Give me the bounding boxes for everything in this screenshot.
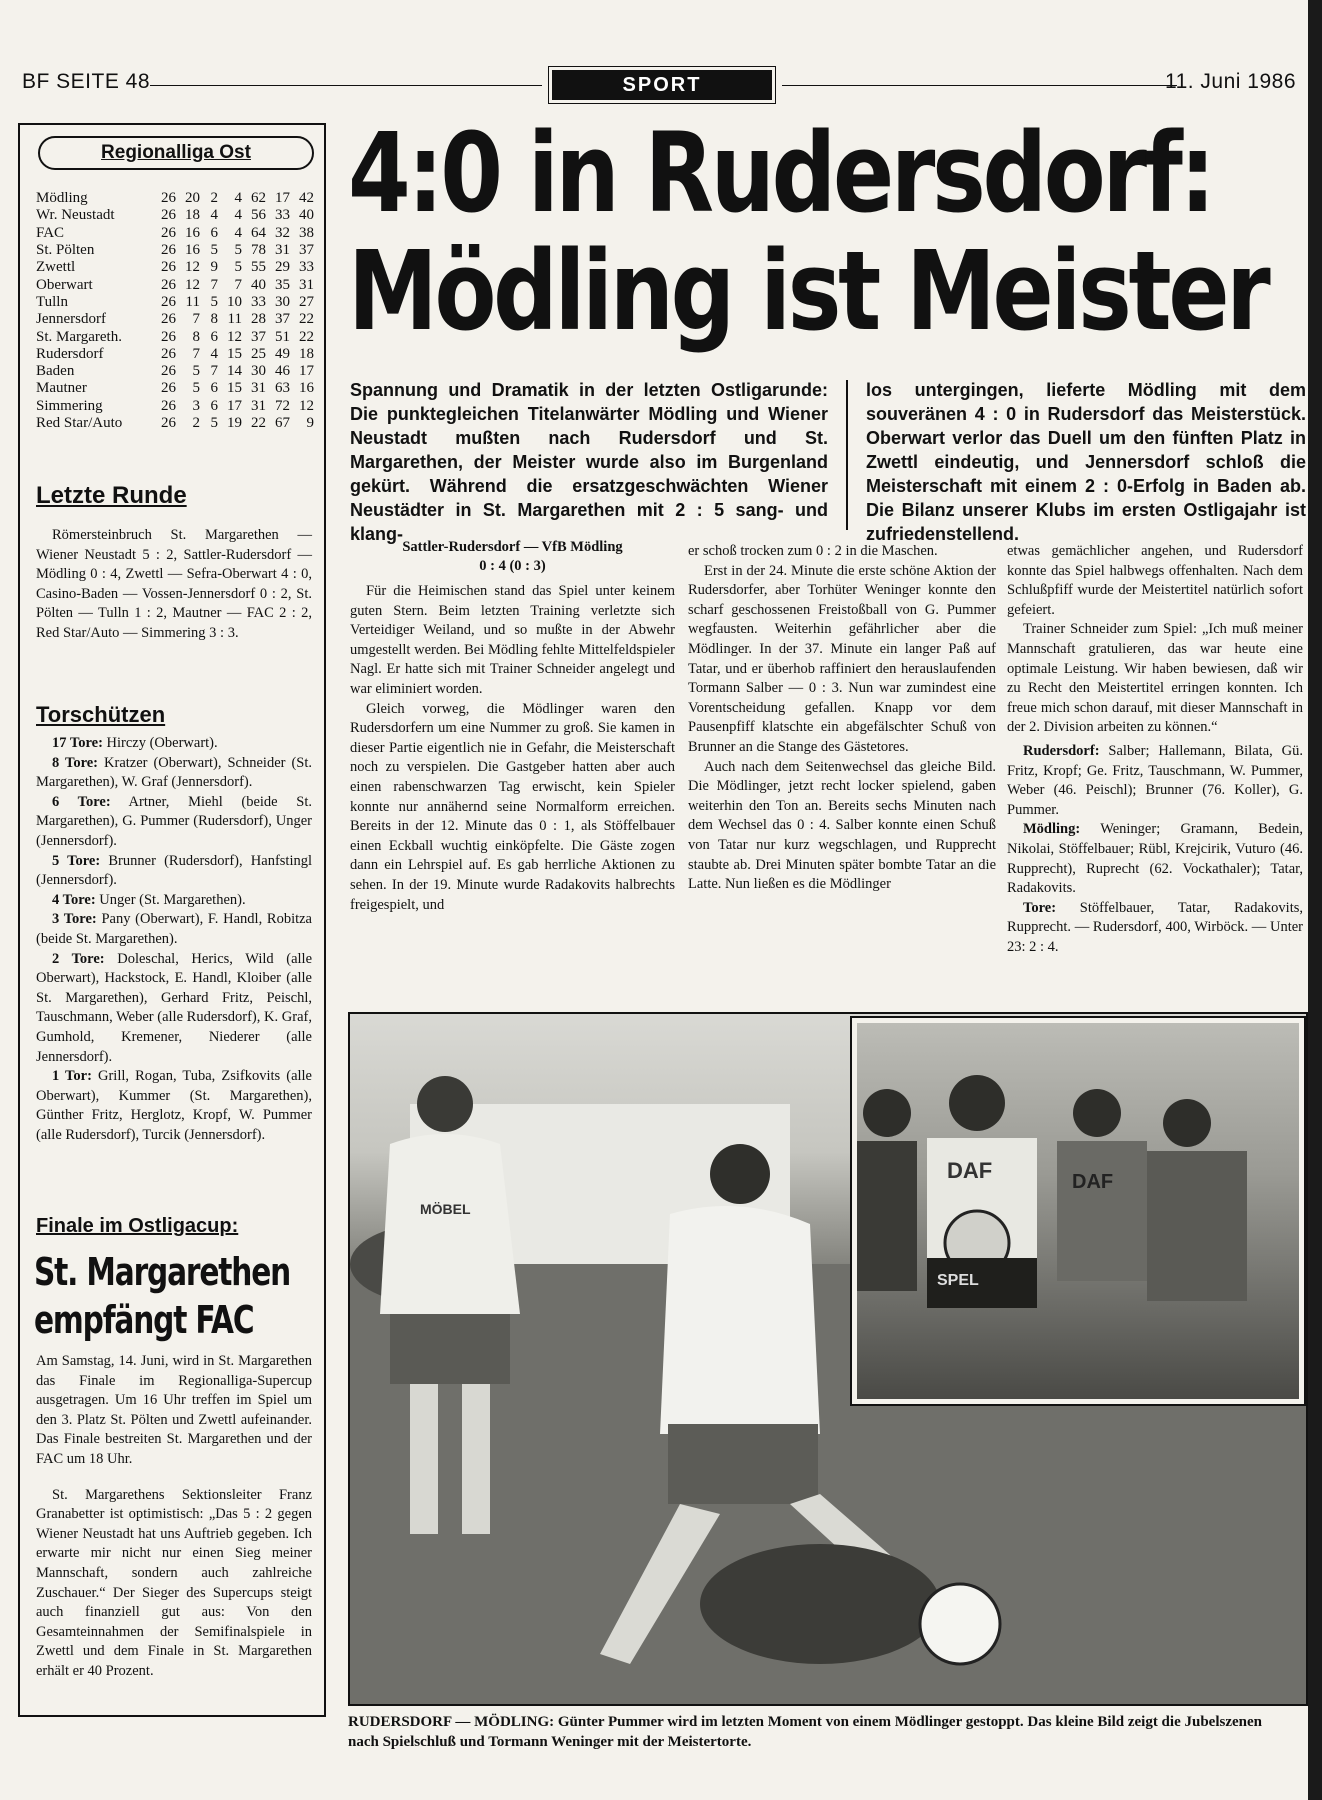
shirt-text-daf-1: DAF (947, 1158, 993, 1183)
section-label: SPORT (552, 70, 772, 100)
standings-cell: 26 (161, 242, 176, 259)
standings-cell: 5 (210, 293, 218, 310)
scorer-names: Doleschal, Herics, Wild (alle Oberwart), Hackstock, E. Handl, Kloiber (alle St. Margarethen), Gerhard Fritz, Peischl, Tauschmann, Weber (alle Rudersdorf), K. Graf, Gumhold, Kremener, Niederer (alle Jennersdorf). (36, 950, 313, 1065)
photo-caption: RUDERSDORF — MÖDLING: Günter Pummer wird im letzten Moment von einem Mödlinger gestoppt. Das kleine Bild zeigt die Jubelszenen nach Spielschluß und Tormann Weninger mit der Meistertorte. (348, 1714, 1262, 1750)
standings-cell: 35 (275, 276, 290, 293)
standings-cell: 15 (227, 345, 242, 362)
standings-cell: 26 (161, 345, 176, 362)
standings-cell: 30 (251, 363, 266, 380)
standings-row (36, 328, 314, 345)
player-head-1 (1073, 1089, 1121, 1137)
standings-cell: 20 (185, 190, 200, 207)
standings-cell: 6 (210, 380, 218, 397)
standings-row (36, 276, 314, 293)
standings-cell: 67 (275, 415, 290, 431)
standings-table (36, 190, 314, 432)
standings-cell: 72 (275, 397, 290, 414)
standings-title: Regionalliga Ost (38, 136, 314, 170)
standings-cell: 6 (210, 397, 218, 414)
standings-row (36, 415, 314, 432)
standings-cell: 42 (299, 190, 314, 207)
standings-cell: 5 (234, 259, 242, 276)
lineup-players: Salber; Hallemann, Bilata, Gü. Fritz, Kropf; Ge. Fritz, Tauschmann, W. Pummer, Weber (46. Peischl); Brunner (76. Koller), G. Pummer. (1007, 742, 1303, 818)
ball-icon (920, 1584, 1000, 1664)
scorer-names: Kratzer (Oberwart), Schneider (St. Margarethen), W. Graf (Jennersdorf). (36, 754, 313, 791)
standings-cell: 40 (299, 207, 314, 224)
standings-cell: 5 (192, 380, 200, 397)
standings-cell: 8 (210, 311, 218, 328)
standings-row (36, 346, 314, 363)
player-main-shirt (660, 1206, 820, 1434)
standings-cell: 30 (275, 293, 290, 310)
standings-cell: 6 (210, 328, 218, 345)
standings-cell: 26 (161, 397, 176, 414)
standings-cell: 4 (234, 190, 242, 207)
team-name: Mautner (36, 380, 87, 397)
standings-cell: 38 (299, 224, 314, 241)
standings-cell: 11 (185, 293, 200, 310)
standings-cell: 46 (275, 363, 290, 380)
scorer-names: Brunner (Rudersdorf), Hanfstingl (Jennersdorf). (36, 852, 312, 889)
cup-kicker: Finale im Ostligacup: (36, 1215, 239, 1237)
player-main-head (710, 1144, 770, 1204)
scorer-goals: 17 Tore: (52, 735, 103, 751)
standings-cell: 14 (227, 363, 242, 380)
scorer-entry (36, 734, 312, 754)
standings-cell: 26 (161, 328, 176, 345)
standings-cell: 17 (227, 397, 242, 414)
scorer-goals: 1 Tor: (52, 1068, 92, 1085)
scorer-entry (36, 793, 312, 852)
standings-cell: 7 (210, 276, 218, 293)
standings-cell: 7 (192, 345, 200, 362)
standings-cell: 26 (161, 190, 176, 207)
player-main-shorts (668, 1424, 818, 1504)
standings-cell: 11 (227, 311, 242, 328)
cup-headline: St. Margarethen empfängt FAC (34, 1250, 291, 1342)
standings-cell: 2 (210, 190, 218, 207)
article-paragraph: er schoß trocken zum 0 : 2 in die Maschen. (688, 543, 938, 559)
lineup-team: Tore: (1023, 899, 1057, 916)
standings-cell: 18 (185, 207, 200, 224)
standings-cell: 37 (251, 328, 266, 345)
standings-cell: 18 (299, 345, 314, 362)
page-edge (1308, 0, 1322, 1800)
scorer-entry (36, 1067, 312, 1145)
fan-head (863, 1089, 911, 1137)
standings-cell: 12 (185, 259, 200, 276)
standings-cell: 8 (192, 328, 200, 345)
article-col-2 (688, 542, 996, 895)
standings-cell: 15 (227, 380, 242, 397)
scorer-entry (36, 852, 312, 891)
lead-right: los untergingen, lieferte Mödling mit dem souveränen 4 : 0 in Rudersdorf das Meisterstück. Oberwart verlor das Duell um den fünften Platz in Zwettl eindeutig, und Jennersdorf schloß die Meisterschaft mit einem 2 : 0-Erfolg in Baden ab. Die Bilanz unserer Klubs im ersten Ostligajahr ist zufriedenstellend. (866, 380, 1306, 544)
player-left-leg-2 (462, 1384, 490, 1534)
standings-cell: 31 (275, 242, 290, 259)
standings-cell: 26 (161, 207, 176, 224)
lineup-entry (1007, 742, 1303, 820)
standings-cell: 78 (251, 242, 266, 259)
team-name: FAC (36, 224, 65, 241)
lineup-players: Weninger; Gramann, Bedein, Nikolai, Stöffelbauer; Rübl, Krejcirik, Vuturo (46. Rupprecht), Ruprecht (62. Vockathaler); Tatar, Radakovits. (1007, 821, 1303, 897)
standings-cell: 40 (251, 276, 266, 293)
player-left-head (417, 1076, 473, 1132)
standings-row (36, 242, 314, 259)
player-shirt-2 (1147, 1151, 1247, 1301)
scorers-list (36, 734, 312, 1145)
standings-cell: 9 (210, 259, 218, 276)
scorer-names: Grill, Rogan, Tuba, Zsifkovits (alle Oberwart), Kummer (St. Margarethen), Günther Fritz, Herglotz, Kropf, W. Pummer (alle Rudersdorf), Turcik (Jennersdorf). (36, 1068, 312, 1143)
scorer-goals: 3 Tore: (52, 911, 97, 928)
standings-row (36, 259, 314, 276)
team-name: Red Star/Auto (36, 415, 123, 431)
standings-row (36, 294, 314, 311)
standings-cell: 37 (299, 242, 314, 259)
standings-cell: 5 (210, 415, 218, 431)
player-left-leg-1 (410, 1384, 438, 1534)
standings-cell: 33 (251, 293, 266, 310)
standings-cell: 49 (275, 345, 290, 362)
team-name: Jennersdorf (36, 311, 106, 328)
standings-cell: 4 (210, 345, 218, 362)
standings-cell: 28 (251, 311, 266, 328)
article-paragraph: etwas gemächlicher angehen, und Rudersdorf konnte das Spiel halbwegs offenhalten. Nach dem Schlußpfiff wurde der Meistertitel natürlich sofort gefeiert. (1007, 543, 1303, 618)
scorer-entry (36, 754, 312, 793)
scorer-names: Artner, Miehl (beide St. Margarethen), G. Pummer (Rudersdorf), Unger (Jennersdorf). (36, 793, 312, 849)
standings-cell: 6 (210, 224, 218, 241)
standings-cell: 29 (275, 259, 290, 276)
last-round-text: Römersteinbruch St. Margarethen — Wiener Neustadt 5 : 2, Sattler-Rudersdorf — Mödling 0 : 4, Zwettl — Sefra-Oberwart 4 : 0, Casino-Baden — Vossen-Jennersdorf 0 : 2, St. Pölten — Tulln 1 : 2, Mautner — FAC 2 : 2, Red Star/Auto — Simmering 3 : 3. (36, 527, 312, 641)
article-paragraph: Auch nach dem Seitenwechsel das gleiche Bild. Die Mödlinger, jetzt recht locker spielend, gaben weiterhin den Ton an. Bereits sechs Minuten nach dem Wechsel das 0 : 4. Salber konnte einen Schuß von Tatar nur kurz wegschlagen, und Rupprecht staubte ab. Drei Minuten später bombte Tatar an die Latte. Nun ließen es die Mödlinger (688, 758, 996, 893)
standings-cell: 10 (227, 293, 242, 310)
standings-cell: 7 (234, 276, 242, 293)
shirt-text-main: MÖBEL (420, 1201, 471, 1217)
standings-cell: 7 (192, 311, 200, 328)
standings-cell: 5 (234, 242, 242, 259)
goalkeeper-head (949, 1075, 1005, 1131)
scorer-entry (36, 910, 312, 949)
team-name: Baden (36, 363, 75, 380)
standings-row (36, 311, 314, 328)
team-name: Wr. Neustadt (36, 207, 115, 224)
lineup-players: Stöffelbauer, Tatar, Radakovits, Rupprecht. — Rudersdorf, 400, Wirböck. — Unter 23: 2 : 4. (1007, 899, 1303, 955)
standings-row (36, 190, 314, 207)
standings-cell: 22 (251, 415, 266, 431)
standings-cell: 63 (275, 380, 290, 397)
cup-text: Am Samstag, 14. Juni, wird in St. Margarethen das Finale im Regionalliga-Supercup ausgetragen. Um 16 Uhr treffen im Spiel um den 3. Platz St. Pölten und Zwettl aufeinander. Das Finale bestreiten St. Margarethen und der FAC um 18 Uhr. St. Margarethens Sektionsleiter Franz Granabetter ist optimistisch: „Das 5 : 2 gegen Wiener Neustadt hat uns Auftrieb gegeben. Ich erwarte mir nicht nur einen Sieg meiner Mannschaft, sondern auch zahlreiche Zuschauer.“ Der Sieger des Supercups steigt auch finanziell gut aus: Von den Gesamteinnahmen der Semifinalspiele in Zwettl und dem Finale in St. Margarethen erhält er 40 Prozent. (36, 1353, 312, 1679)
player-head-2 (1163, 1099, 1211, 1147)
page-number: BF SEITE 48 (22, 70, 151, 93)
standings-cell: 31 (251, 380, 266, 397)
last-round-heading: Letzte Runde (36, 482, 187, 509)
team-name: Rudersdorf (36, 345, 104, 362)
standings-cell: 7 (210, 363, 218, 380)
standings-cell: 16 (299, 380, 314, 397)
standings-cell: 64 (251, 224, 266, 241)
scorer-entry (36, 891, 312, 911)
lead-left: Spannung und Dramatik in der letzten Ostligarunde: Die punktegleichen Titelanwärter Mödling und Wiener Neustadt mußten nach Rudersdorf und St. Margarethen, der Meister wurde also im Burgenland gekürt. Während die ersatzgeschwächten Wiener Neustädter in St. Margarethen mit 2 : 5 sang- und klang- (350, 380, 828, 544)
scorer-goals: 4 Tore: (52, 891, 96, 908)
standings-cell: 9 (306, 415, 314, 431)
standings-cell: 4 (234, 224, 242, 241)
standings-cell: 12 (185, 276, 200, 293)
standings-cell: 12 (227, 328, 242, 345)
standings-cell: 17 (299, 363, 314, 380)
standings-cell: 26 (161, 415, 176, 431)
lineup-entry (1007, 820, 1303, 898)
standings-cell: 16 (185, 224, 200, 241)
standings-cell: 56 (251, 207, 266, 224)
standings-cell: 5 (192, 363, 200, 380)
standings-cell: 51 (275, 328, 290, 345)
player-left-shirt (380, 1134, 520, 1314)
article-col-1 (350, 538, 675, 915)
standings-cell: 33 (299, 259, 314, 276)
article-col-3 (1007, 542, 1303, 957)
standings-cell: 16 (185, 242, 200, 259)
match-title: Sattler-Rudersdorf — VfB Mödling (402, 539, 623, 555)
header-rule-right (782, 85, 1177, 86)
standings-row (36, 380, 314, 397)
celebration-photo-drawing (857, 1023, 1299, 1399)
match-score: 0 : 4 (0 : 3) (479, 558, 546, 574)
standings-cell: 26 (161, 224, 176, 241)
standings-cell: 26 (161, 259, 176, 276)
shorts-text: SPEL (937, 1272, 979, 1289)
standings-cell: 62 (251, 190, 266, 207)
standings-row (36, 398, 314, 415)
standings-cell: 27 (299, 293, 314, 310)
lineup-team: Rudersdorf: (1023, 742, 1100, 759)
team-name: St. Margareth. (36, 328, 122, 345)
standings-cell: 5 (210, 242, 218, 259)
standings-cell: 17 (275, 190, 290, 207)
team-name: Oberwart (36, 276, 93, 293)
standings-cell: 22 (299, 311, 314, 328)
standings-cell: 26 (161, 293, 176, 310)
lead-divider (846, 380, 848, 530)
team-name: Mödling (36, 190, 88, 207)
player-left-shorts (390, 1314, 510, 1384)
team-name: Zwettl (36, 259, 76, 276)
standings-cell: 19 (227, 415, 242, 431)
team-name: Simmering (36, 397, 103, 414)
standings-cell: 26 (161, 276, 176, 293)
standings-cell: 55 (251, 259, 266, 276)
standings-cell: 4 (234, 207, 242, 224)
team-name: St. Pölten (36, 242, 95, 259)
standings-cell: 37 (275, 311, 290, 328)
standings-cell: 22 (299, 328, 314, 345)
standings-row (36, 225, 314, 242)
standings-cell: 3 (192, 397, 200, 414)
scorer-goals: 6 Tore: (52, 793, 111, 810)
scorer-entry (36, 950, 312, 1068)
article-paragraph: Gleich vorweg, die Mödlinger waren den Rudersdorfern um eine Nummer zu groß. Sie kamen in dieser Partie eigentlich nie in Gefahr, die Meisterschaft noch zu verspielen. Die Gastgeber hatten aber auch einen rabenschwarzen Tag erwischt, kein Spieler konnte nur annähernd seine Normalform erreichen. Bereits in der 12. Minute das 0 : 1, als Stöffelbauer einen Eckball wuchtig einköpfelte. Die Gäste zogen dann ein Lehrspiel auf. Es gab herrliche Aktionen zu sehen. In der 19. Minute wurde Radakovits halbrechts freigespielt, und (350, 700, 675, 913)
standings-cell: 26 (161, 311, 176, 328)
lineup-entry (1007, 899, 1303, 958)
shirt-text-daf-2: DAF (1072, 1171, 1114, 1193)
scorer-names: Hirczy (Oberwart). (106, 735, 218, 751)
scorer-names: Pany (Oberwart), F. Handl, Robitza (beide St. Margarethen). (36, 911, 312, 947)
standings-cell: 32 (275, 224, 290, 241)
scorer-goals: 8 Tore: (52, 754, 99, 771)
sliding-player (700, 1544, 940, 1664)
scorers-heading: Torschützen (36, 702, 166, 727)
standings-row (36, 363, 314, 380)
standings-cell: 2 (192, 415, 200, 431)
standings-cell: 31 (299, 276, 314, 293)
main-headline: 4:0 in Rudersdorf: Mödling ist Meister (348, 109, 1268, 355)
article-paragraph: Für die Heimischen stand das Spiel unter keinem guten Stern. Beim letzten Training verletzte sich Verteidiger Weiland, und so mußte in der Abwehr umgestellt werden. Bei Mödling fehlte Mittelfeldspieler Nagl. Er hatte sich mit Trainer Schneider angelegt und war eliminiert worden. (350, 583, 675, 697)
standings-cell: 33 (275, 207, 290, 224)
issue-date: 11. Juni 1986 (1164, 70, 1296, 93)
scorer-names: Unger (St. Margarethen). (99, 891, 246, 908)
article-paragraph: Erst in der 24. Minute die erste schöne Aktion der Rudersdorfer, aber Torhüter Weninger konnte den scharf geschossenen Freistoßball von G. Pummer wegfausten. Weiterhin gefährlicher aber die Mödlinger. In der 37. Minute ein langer Paß auf Tatar, und er überhob raffiniert den herauslaufenden Tormann Salber — 0 : 3. Nun war zumindest eine Vorentscheidung gefallen. Knapp vor dem Pausenpfiff klatschte ein abgefälschter Schuß von Brunner an die Stange des Gästetores. (688, 562, 996, 755)
standings-row (36, 207, 314, 224)
header-rule-left (150, 85, 542, 86)
standings-cell: 25 (251, 345, 266, 362)
scorer-goals: 5 Tore: (52, 852, 101, 869)
standings-cell: 26 (161, 380, 176, 397)
article-paragraph: Trainer Schneider zum Spiel: „Ich muß meiner Mannschaft gratulieren, das war heute eine optimale Leistung. Wir haben bewiesen, daß wir zu Recht den Meistertitel erringen konnten. Ich freue mich schon darauf, mit dieser Mannschaft in der 2. Division arbeiten zu können.“ (1007, 621, 1303, 736)
team-name: Tulln (36, 293, 68, 310)
celebration-photo (852, 1018, 1304, 1404)
lineup-team: Mödling: (1023, 821, 1081, 838)
standings-cell: 31 (251, 397, 266, 414)
scorer-goals: 2 Tore: (52, 950, 105, 967)
standings-cell: 26 (161, 363, 176, 380)
player-shirt-1 (1057, 1141, 1147, 1281)
standings-cell: 12 (299, 397, 314, 414)
standings-cell: 4 (210, 207, 218, 224)
fan-body (857, 1141, 917, 1291)
